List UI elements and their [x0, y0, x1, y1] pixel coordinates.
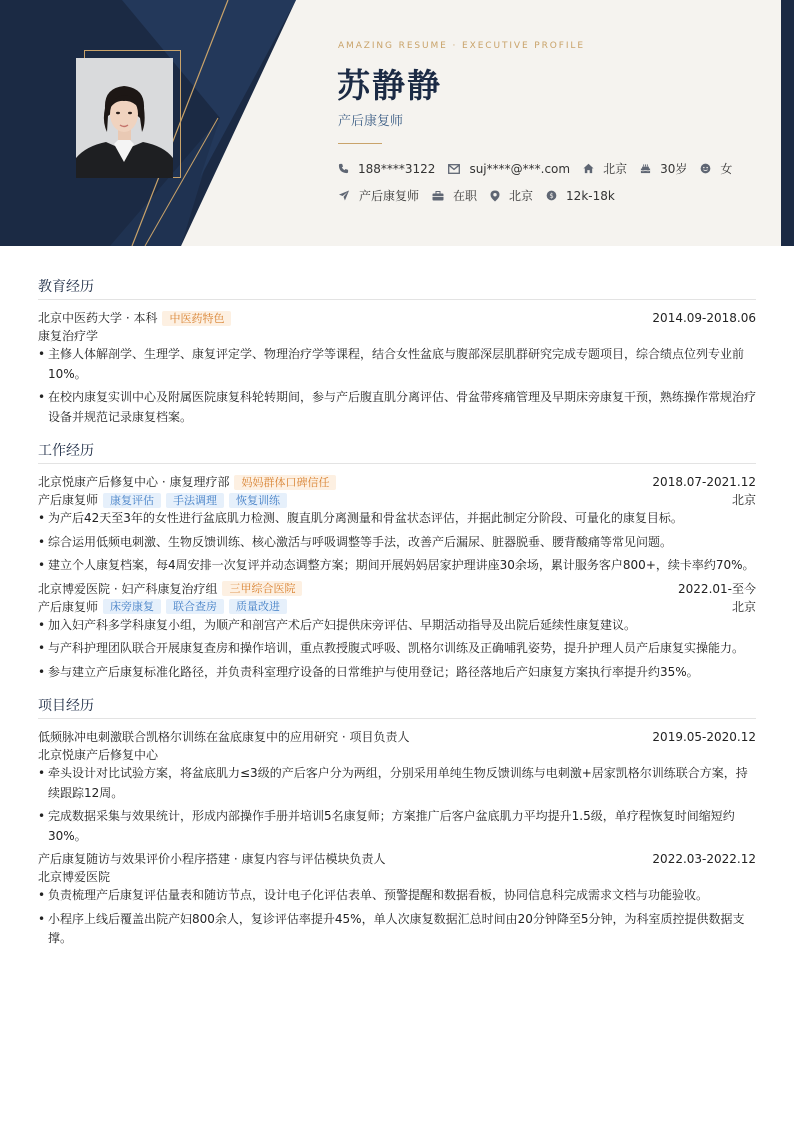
phone-info	[338, 162, 435, 176]
company-name: 北京悦康产后修复中心 · 康复理疗部	[38, 475, 230, 489]
gender-icon	[700, 163, 711, 174]
salary-text: 12k-18k	[566, 188, 615, 203]
salary-info	[546, 189, 615, 203]
bullet-item: • 小程序上线后覆盖出院产妇800余人，复诊评估率提升45%，单人次康复数据汇总时间由20分钟降至5分钟，为科室质控提供数据支撑。	[38, 910, 756, 949]
header-tagline: AMAZING RESUME · EXECUTIVE PROFILE	[338, 41, 585, 51]
home-text: 北京	[603, 162, 628, 176]
project-bullets	[38, 886, 756, 949]
major: 康复治疗学	[38, 329, 99, 343]
skill-tag: 恢复训练	[229, 493, 287, 508]
job-position: 产后康复师	[38, 599, 99, 614]
email-text: suj****@***.com	[469, 161, 571, 176]
candidate-role: 产后康复师	[338, 114, 404, 129]
bullet-item: • 综合运用低频电刺激、生物反馈训练、核心激活与呼吸调整等手法，改善产后漏尿、脏器脱垂、腰背酸痛等常见问题。	[38, 533, 756, 553]
bullet-item: • 与产科护理团队联合开展康复查房和操作培训，重点教授腹式呼吸、凯格尔训练及正确哺乳姿势，提升护理人员产后康复实操能力。	[38, 639, 756, 659]
contact-info-row	[338, 160, 745, 177]
age-info	[640, 160, 687, 177]
phone-text: 188****3122	[358, 161, 436, 176]
candidate-name: 苏静静	[337, 66, 442, 105]
gold-divider	[338, 143, 382, 144]
bullet-item: • 主修人体解剖学、生理学、康复评定学、物理治疗学等课程，结合女性盆底与腹部深层肌群研究完成专题项目，综合绩点位列专业前10%。	[38, 345, 756, 384]
status-info	[432, 187, 477, 204]
resume-header	[0, 0, 794, 246]
briefcase-icon	[432, 191, 444, 201]
salary-icon	[546, 190, 557, 201]
company-name: 北京博爱医院 · 妇产科康复治疗组	[38, 581, 218, 596]
resume-body	[38, 276, 756, 962]
work-section	[38, 440, 756, 682]
intent-info	[338, 187, 419, 204]
project-section	[38, 695, 756, 949]
project-date: 2022.03-2022.12	[652, 852, 756, 866]
education-date: 2014.09-2018.06	[652, 311, 756, 325]
location-pin-icon	[490, 190, 500, 202]
work-city: 北京	[731, 493, 756, 507]
profile-photo	[76, 58, 173, 178]
school-tag: 中医药特色	[162, 311, 231, 326]
project-entry	[38, 728, 756, 846]
work-entry	[38, 473, 756, 576]
skill-tag: 质量改进	[229, 599, 287, 614]
section-title: 工作经历	[38, 440, 756, 464]
education-bullets	[38, 345, 756, 427]
project-date: 2019.05-2020.12	[652, 730, 756, 744]
work-date: 2022.01-至今	[678, 581, 756, 596]
skill-tag: 手法调理	[166, 493, 224, 508]
company-tag: 妈妈群体口碑信任	[234, 475, 336, 490]
skill-tag: 联合查房	[166, 599, 224, 614]
send-icon	[338, 190, 350, 201]
company-tag: 三甲综合医院	[222, 581, 302, 596]
bullet-item: • 参与建立产后康复标准化路径，并负责科室理疗设备的日常维护与使用登记；路径落地后产妇康复方案执行率提升约35%。	[38, 663, 756, 683]
bullet-item: • 负责梳理产后康复评估量表和随访节点，设计电子化评估表单、预警提醒和数据看板，协同信息科完成需求文档与功能验收。	[38, 886, 756, 906]
project-bullets	[38, 764, 756, 846]
project-name: 低频脉冲电刺激联合凯格尔训练在盆底康复中的应用研究 · 项目负责人	[38, 730, 410, 744]
school-name: 北京中医药大学 · 本科	[38, 311, 158, 325]
city-text: 北京	[509, 189, 534, 203]
bullet-item: • 在校内康复实训中心及附属医院康复科轮转期间，参与产后腹直肌分离评估、骨盆带疼痛管理及早期床旁康复干预，熟练操作常规治疗设备并规范记录康复档案。	[38, 388, 756, 427]
work-entry	[38, 580, 756, 683]
work-date: 2018.07-2021.12	[652, 475, 756, 489]
bullet-item: • 完成数据采集与效果统计，形成内部操作手册并培训5名康复师；方案推广后客户盆底肌力平均提升1.5级，单疗程恢复时间缩短约30%。	[38, 807, 756, 846]
svg-text:$: $	[549, 191, 554, 200]
status-text: 在职	[453, 189, 478, 203]
section-title: 项目经历	[38, 695, 756, 719]
education-entry	[38, 309, 756, 427]
bullet-item: • 牵头设计对比试验方案，将盆底肌力≤3级的产后客户分为两组，分别采用单纯生物反馈训练与电刺激+居家凯格尔训练联合方案，持续跟踪12周。	[38, 764, 756, 803]
job-position: 产后康复师	[38, 493, 99, 507]
job-intent-row	[338, 187, 628, 204]
gender-text: 女	[720, 162, 733, 176]
work-bullets	[38, 509, 756, 576]
mail-icon	[448, 164, 460, 174]
home-info	[583, 160, 627, 177]
section-title: 教育经历	[38, 276, 756, 300]
bullet-item: • 为产后42天至3年的女性进行盆底肌力检测、腹直肌分离测量和骨盆状态评估，并据此制定分阶段、可量化的康复目标。	[38, 509, 756, 529]
bullet-item: • 建立个人康复档案，每4周安排一次复评并动态调整方案；期间开展妈妈居家护理讲座30余场，累计服务客户800+，续卡率约70%。	[38, 556, 756, 576]
intent-text: 产后康复师	[359, 189, 420, 203]
skill-tag: 康复评估	[103, 493, 161, 508]
education-section	[38, 276, 756, 427]
header-right-strip	[781, 0, 794, 246]
gender-info	[700, 160, 732, 177]
email-info	[448, 162, 570, 176]
project-name: 产后康复随访与效果评价小程序搭建 · 康复内容与评估模块负责人	[38, 852, 386, 866]
city-info	[490, 187, 533, 204]
skill-tag: 床旁康复	[103, 599, 161, 614]
project-org: 北京博爱医院	[38, 870, 111, 884]
bullet-item: • 加入妇产科多学科康复小组，为顺产和剖宫产术后产妇提供床旁评估、早期活动指导及出院后延续性康复建议。	[38, 616, 756, 636]
home-icon	[583, 163, 594, 174]
project-entry	[38, 850, 756, 949]
phone-icon	[338, 163, 349, 174]
project-org: 北京悦康产后修复中心	[38, 748, 159, 762]
work-bullets	[38, 616, 756, 683]
cake-icon	[640, 163, 651, 174]
age-text: 30岁	[660, 162, 688, 176]
work-city: 北京	[731, 599, 756, 614]
